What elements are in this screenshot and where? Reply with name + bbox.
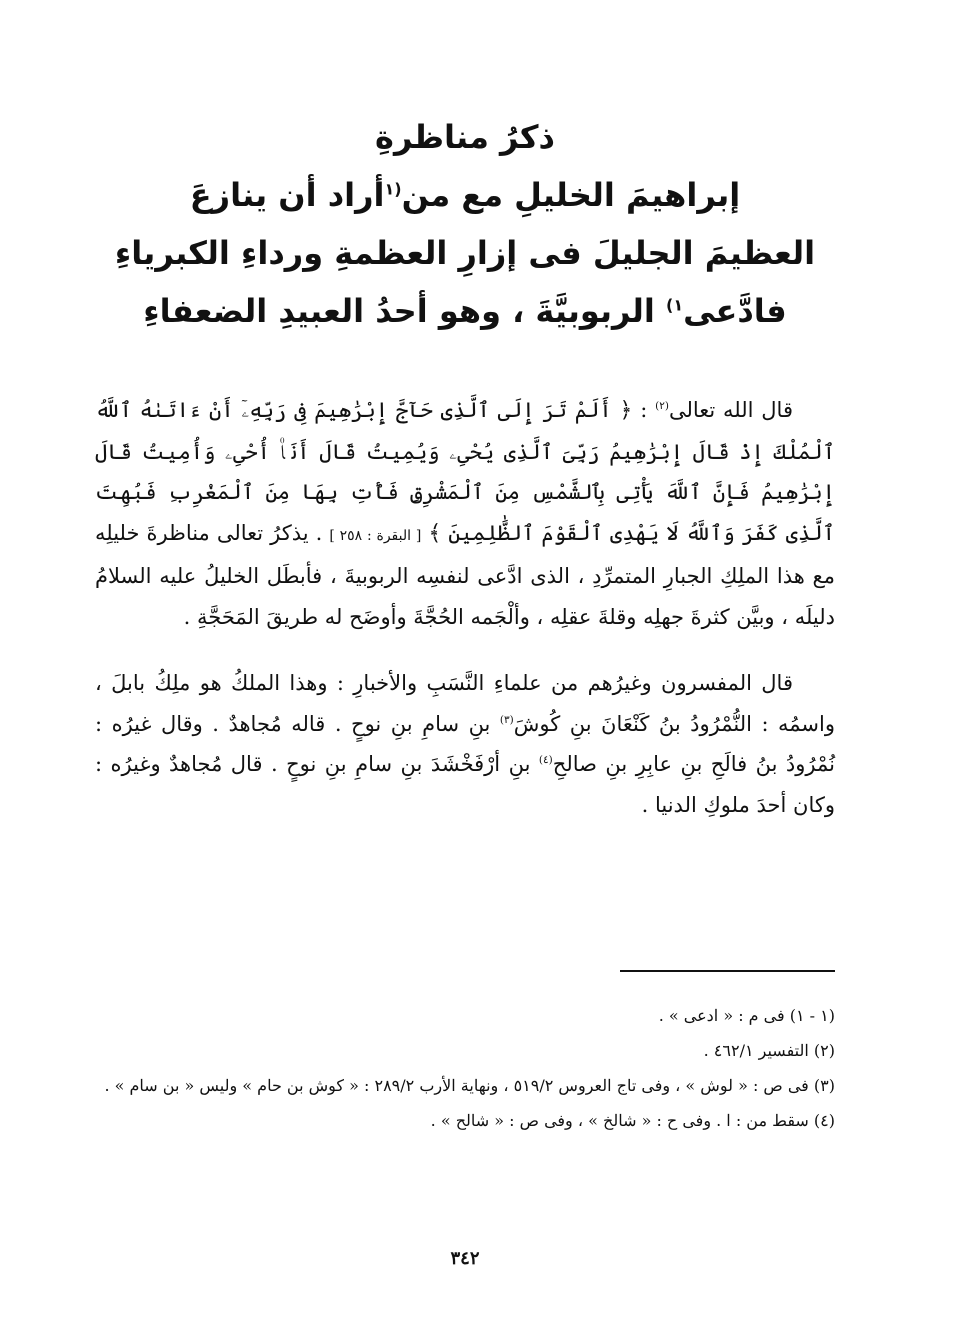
paragraph-2 bbox=[95, 663, 835, 825]
verse-intro: قال الله تعالى bbox=[668, 398, 793, 422]
paragraph-2-part-c: بنِ أرْفَخْشَدَ بنِ سامِ بنِ نوحٍ . قال مُجاهدٌ وغيرُه : وكان أحدَ ملوكِ الدنيا . bbox=[95, 752, 835, 817]
footnote-2: (٢) التفسير ٤٦٢/١ . bbox=[703, 1041, 835, 1060]
title-line-1 bbox=[95, 108, 835, 166]
paragraph-1-rest: . يذكرُ تعالى مناظرةَ خليلِه مع هذا الملِكِ الجبارِ المتمرِّدِ ، الذى ادَّعى لنفسِه الربوبيةَ ، فأبطَل الخليلُ عليه السلامُ دليلَه ، وبيَّن كثرةَ جهلِه وقلةَ عقلِه ، وألْجَمه الحُجَّةَ وأوضَح له طريقَ المَحَجَّةِ . bbox=[95, 520, 835, 629]
footnote-1: (١ - ١) فى م : « ادعى » . bbox=[658, 1006, 835, 1025]
title-text-1: ذكرُ مناظرةِ bbox=[375, 118, 555, 156]
paragraph-2-part-a: قال المفسرون وغيرُهم من علماءِ النَّسَبِ والأخبارِ : وهذا الملكُ هو ملِكُ بابلَ ، واسمُه : النُّمْرُودُ بنُ كَنْعَانَ بنِ كُوشَ bbox=[95, 671, 835, 736]
title-text-4b: الربوبيَّةَ ، وهو أحدُ العبيدِ الضعفاءِ bbox=[143, 292, 655, 330]
footnote-mark-4: (٤) bbox=[538, 754, 553, 766]
title-line-2 bbox=[95, 166, 835, 224]
book-page bbox=[95, 100, 835, 1300]
title-line-4 bbox=[95, 282, 835, 340]
footnote-mark-2: (٢) bbox=[655, 400, 669, 412]
footnote-3: (٣) فى ص : « لوش » ، وفى تاج العروس ٥١٩/٢ ، ونهاية الأرب ٢٨٩/٢ : « كوش بن حام » وليس « بن سام » . bbox=[104, 1076, 835, 1095]
chapter-title bbox=[95, 108, 835, 340]
verse-reference: [ البقرة : ٢٥٨ ] bbox=[329, 527, 422, 544]
paragraph-2-part-b: بنِ سامِ بنِ نوحٍ . قاله مُجاهدٌ . وقال غيرُه : نُمْرُودُ بنُ فالَحِ بنِ عابِرِ بنِ صالحِ bbox=[95, 711, 835, 776]
quran-close-bracket: ﴾ bbox=[428, 520, 442, 546]
footnote-mark-1-close: ١) bbox=[666, 295, 684, 315]
footnotes bbox=[95, 998, 835, 1138]
verse-colon: : bbox=[640, 398, 648, 422]
title-text-2b: أراد أن ينازعَ bbox=[189, 176, 385, 214]
footnote-4: (٤) سقط من : ا . وفى ح : « شالخ » ، وفى ص : « شالح » . bbox=[430, 1111, 835, 1130]
title-line-3 bbox=[95, 224, 835, 282]
footnote-mark-3: (٣) bbox=[499, 713, 514, 726]
title-text-4a: فادَّعى bbox=[683, 292, 787, 330]
main-text bbox=[95, 390, 835, 825]
page-number: ٣٤٢ bbox=[450, 1248, 480, 1269]
footnote-mark-1-open: (١ bbox=[384, 179, 402, 199]
title-text-2a: إبراهيمَ الخليلِ مع من bbox=[401, 176, 741, 214]
title-text-3: العظيمَ الجليلَ فى إزارِ العظمةِ ورداءِ الكبرياءِ bbox=[114, 234, 816, 272]
quran-verse: أَلَمْ تَرَ إِلَى ٱلَّذِى حَآجَّ إِبْرَٰهِيمَ فِى رَبِّهِۦٓ أَنْ ءَاتَىٰهُ ٱللَّهُ ٱلْمُلْكَ إِذْ قَالَ إِبْرَٰهِيمُ رَبِّىَ ٱلَّذِى يُحْىِۦ وَيُمِيتُ قَالَ أَنَا۠ أُحْىِۦ وَأُمِيتُ قَالَ إِبْرَٰهِيمُ فَإِنَّ ٱللَّهَ يَأْتِى بِٱلشَّمْسِ مِنَ ٱلْمَشْرِقِ فَأْتِ بِهَا مِنَ ٱلْمَغْرِبِ فَبُهِتَ ٱلَّذِى كَفَرَ وَٱللَّهُ لَا يَهْدِى ٱلْقَوْمَ ٱلظَّٰلِمِينَ bbox=[95, 398, 835, 545]
quran-open-bracket: ﴿ bbox=[619, 398, 633, 423]
footnote-separator bbox=[620, 970, 835, 972]
paragraph-1 bbox=[95, 390, 835, 637]
